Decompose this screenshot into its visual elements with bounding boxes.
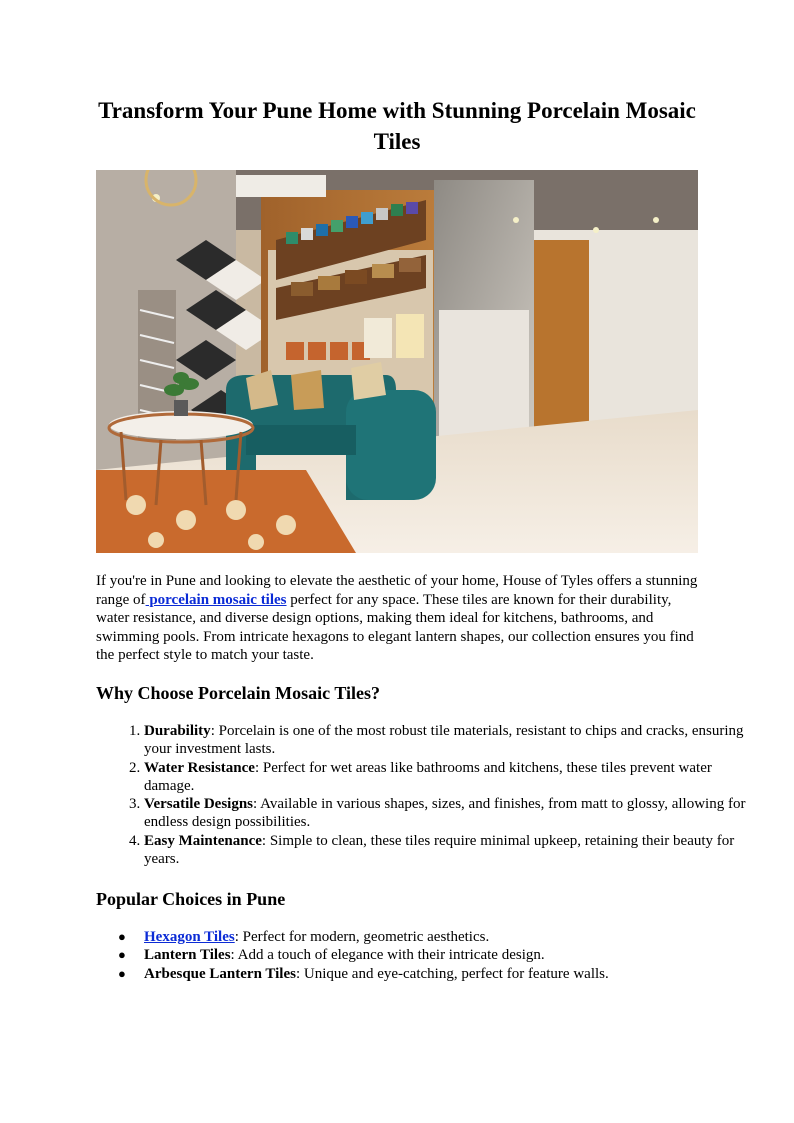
list-item [118,946,746,964]
choice-text: : Add a touch of elegance with their intricate design. [230,947,545,964]
choice-term: Arbesque Lantern Tiles [144,965,296,982]
benefit-term: Versatile Designs [144,796,254,813]
list-item [118,928,746,946]
intro-text-after: perfect for any space. These tiles are known for their durability, water resistance, and diverse design options, making them ideal for kitchens, bathrooms, and swimming pools. From intricate hexagons to elegant lantern shapes, our collection ensures you find the perfect style to match your taste. [96,591,694,663]
choices-list [96,928,746,983]
showroom-image [96,170,698,553]
bullet-icon: ● [118,929,126,944]
bullet-icon: ● [118,965,126,981]
list-item [144,722,746,759]
porcelain-mosaic-tiles-link[interactable]: porcelain mosaic tiles [145,591,287,608]
benefit-text: : Porcelain is one of the most robust tile materials, resistant to chips and cracks, ensuring your investment lasts. [144,723,744,758]
choice-term: Lantern Tiles [144,947,231,964]
intro-text-before: If you're in Pune and looking to elevate the aesthetic of your home, House of Tyles offers a stunning range of [96,573,698,608]
why-heading: Why Choose Porcelain Mosaic Tiles? [96,683,381,703]
popular-heading: Popular Choices in Pune [96,889,286,909]
page-title: Transform Your Pune Home with Stunning Porcelain Mosaic Tiles [98,98,696,154]
hexagon-tiles-link[interactable]: Hexagon Tiles [144,929,235,945]
list-item [144,795,746,832]
choice-text: : Perfect for modern, geometric aesthetics. [234,929,490,945]
benefit-text: : Simple to clean, these tiles require minimal upkeep, retaining their beauty for years. [144,832,735,868]
intro-paragraph [96,572,698,665]
list-item [118,965,746,983]
bullet-icon: ● [118,947,126,963]
benefit-text: : Available in various shapes, sizes, and finishes, from matt to glossy, allowing for endless design possibilities. [144,796,746,831]
benefit-term: Durability [144,723,211,739]
list-item [144,832,746,869]
benefit-term: Water Resistance [144,759,255,776]
benefits-list [96,722,746,868]
choice-text: : Unique and eye-catching, perfect for feature walls. [295,965,609,982]
benefit-text: : Perfect for wet areas like bathrooms and kitchens, these tiles prevent water damage. [144,759,712,794]
list-item [144,759,746,796]
benefit-term: Easy Maintenance [144,832,262,849]
